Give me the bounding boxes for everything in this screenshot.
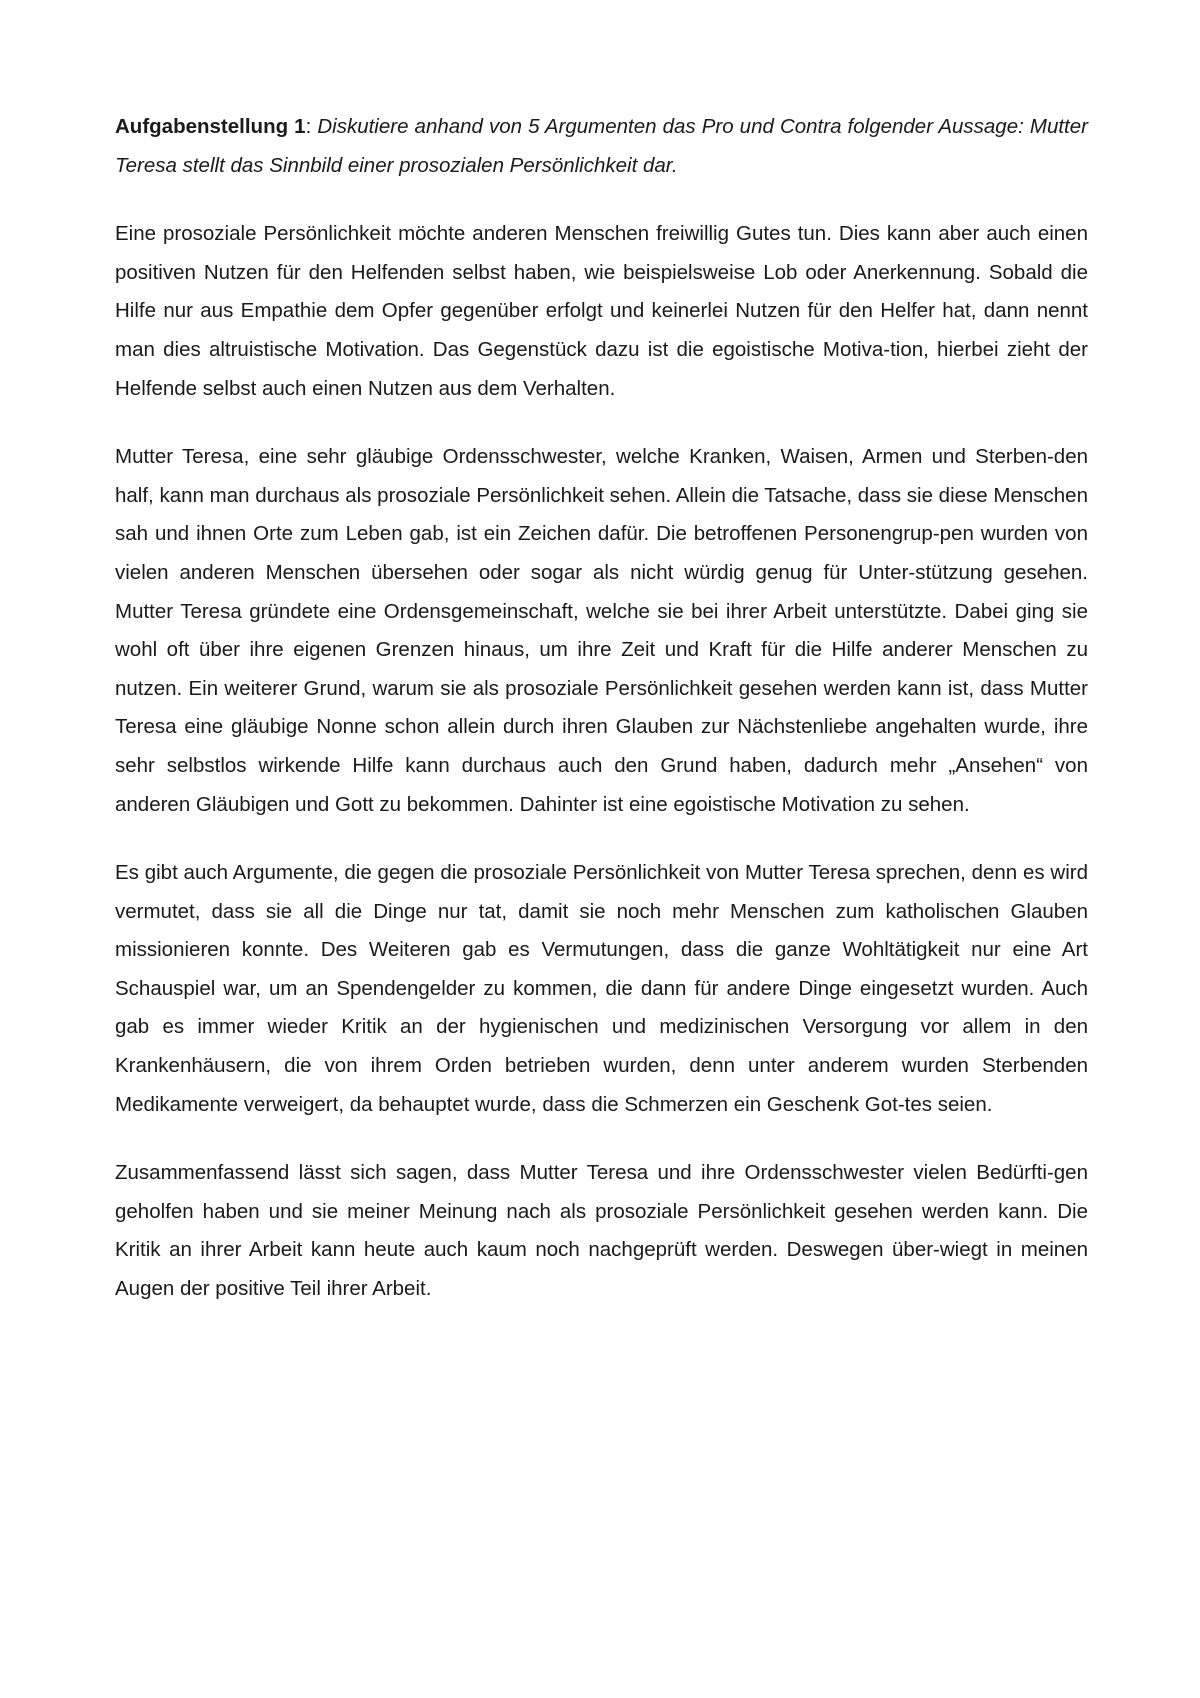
- paragraph-contra-arguments: Es gibt auch Argumente, die gegen die prosoziale Persönlichkeit von Mutter Teresa sprechen, denn es wird vermutet, dass sie all die Dinge nur tat, damit sie noch mehr Menschen zum katholischen Glauben missionieren konnte. Des Weiteren gab es Vermutungen, dass die ganze Wohltätigkeit nur eine Art Schauspiel war, um an Spendengelder zu kommen, die dann für andere Dinge eingesetzt wurden. Auch gab es immer wieder Kritik an der hygienischen und medizinischen Versorgung vor allem in den Krankenhäusern, die von ihrem Orden betrieben wurden, denn unter anderem wurden Sterbenden Medikamente verweigert, da behauptet wurde, dass die Schmerzen ein Geschenk Got-tes seien.: [115, 861, 1088, 1116]
- task-text: Diskutiere anhand von 5 Argumenten das Pro und Contra folgender Aussage: Mutter Teresa stellt das Sinnbild einer prosozialen Persönlichkeit dar.: [115, 115, 1088, 177]
- task-label: Aufgabenstellung 1: [115, 115, 306, 138]
- document-body: [115, 108, 1088, 1309]
- task-statement: [115, 108, 1088, 185]
- paragraph-conclusion: Zusammenfassend lässt sich sagen, dass Mutter Teresa und ihre Ordensschwester vielen Bedürfti-gen geholfen haben und sie meiner Meinung nach als prosoziale Persönlichkeit gesehen werden kann. Die Kritik an ihrer Arbeit kann heute auch kaum noch nachgeprüft werden. Deswegen über-wiegt in meinen Augen der positive Teil ihrer Arbeit.: [115, 1161, 1088, 1301]
- paragraph-definition: Eine prosoziale Persönlichkeit möchte anderen Menschen freiwillig Gutes tun. Dies kann aber auch einen positiven Nutzen für den Helfenden selbst haben, wie beispielsweise Lob oder Anerkennung. Sobald die Hilfe nur aus Empathie dem Opfer gegenüber erfolgt und keinerlei Nutzen für den Helfer hat, dann nennt man dies altruistische Motivation. Das Gegenstück dazu ist die egoistische Motiva-tion, hierbei zieht der Helfende selbst auch einen Nutzen aus dem Verhalten.: [115, 222, 1088, 400]
- paragraph-pro-arguments: Mutter Teresa, eine sehr gläubige Ordensschwester, welche Kranken, Waisen, Armen und Sterben-den half, kann man durchaus als prosoziale Persönlichkeit sehen. Allein die Tatsache, dass sie diese Menschen sah und ihnen Orte zum Leben gab, ist ein Zeichen dafür. Die betroffenen Personengrup-pen wurden von vielen anderen Menschen übersehen oder sogar als nicht würdig genug für Unter-stützung gesehen. Mutter Teresa gründete eine Ordensgemeinschaft, welche sie bei ihrer Arbeit unterstützte. Dabei ging sie wohl oft über ihre eigenen Grenzen hinaus, um ihre Zeit und Kraft für die Hilfe anderer Menschen zu nutzen. Ein weiterer Grund, warum sie als prosoziale Persönlichkeit gesehen werden kann ist, dass Mutter Teresa eine gläubige Nonne schon allein durch ihren Glauben zur Nächstenliebe angehalten wurde, ihre sehr selbstlos wirkende Hilfe kann durchaus auch den Grund haben, dadurch mehr „Ansehen“ von anderen Gläubigen und Gott zu bekommen. Dahinter ist eine egoistische Motivation zu sehen.: [115, 445, 1088, 816]
- task-separator: :: [305, 115, 318, 138]
